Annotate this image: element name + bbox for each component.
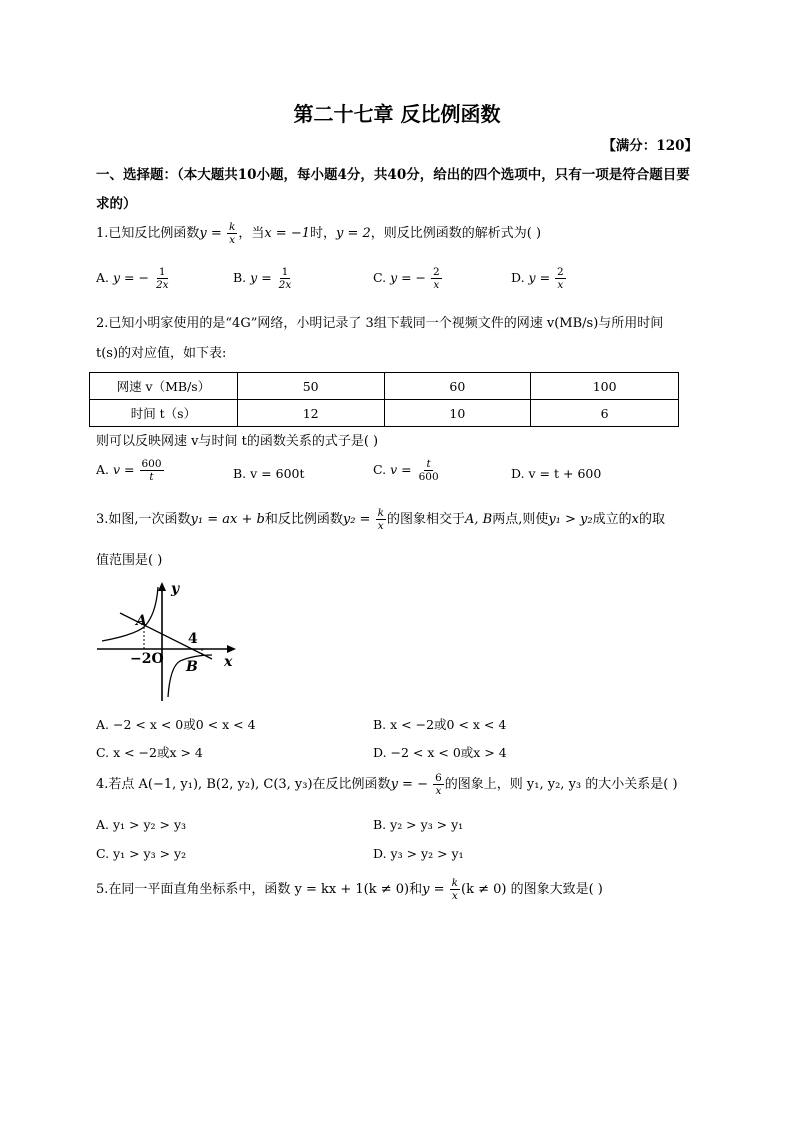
table-row [90, 400, 679, 427]
point-a-label: A [136, 613, 147, 629]
q4-option-c[interactable]: C. y₁ > y₃ > y₂ [96, 846, 187, 861]
x-axis-arrow-icon [227, 645, 236, 653]
question-3-graph [94, 577, 244, 705]
q1-option-a[interactable]: A. y = − $\frac{1}{2x}$ [96, 266, 169, 291]
table-header-speed: 网速 v（MB/s） [90, 373, 238, 400]
question-5: 5.在同一平面直角坐标系中，函数 y = kx + 1(k ≠ 0)和y = $\frac{k}{x}$ (k ≠ 0) 的图象大致是( ) [96, 877, 603, 902]
question-3-line-2: 值范围是( ) [96, 553, 163, 568]
table-cell: 100 [531, 373, 679, 400]
q4-option-d[interactable]: D. y₃ > y₂ > y₁ [373, 846, 464, 861]
y-axis-label: y [171, 581, 180, 597]
q3-option-c[interactable]: C. x < −2或x > 4 [96, 745, 203, 760]
q2-option-d[interactable]: D. v = t + 600 [511, 466, 602, 481]
q2-option-c[interactable]: C. v = $\frac{t}{600}$ [373, 458, 439, 483]
table-header-time: 时间 t（s） [90, 400, 238, 427]
table-cell: 60 [384, 373, 531, 400]
question-2-line-1: 2.已知小明家使用的是“4G”网络，小明记录了 3组下载同一个视频文件的网速 v(MB/s)与所用时间 [96, 316, 664, 331]
y-axis-arrow-icon [158, 582, 166, 591]
table-row [90, 373, 679, 400]
question-1: 1.已知反比例函数y = $\frac{k}{x}$ ，当x = −1时，y = 2，则反比例函数的解析式为( ) [96, 221, 542, 246]
table-cell: 12 [237, 400, 384, 427]
table-cell: 6 [531, 400, 679, 427]
q3-option-b[interactable]: B. x < −2或0 < x < 4 [373, 717, 507, 732]
section-heading: 一、选择题：（本大题共10小题，每小题4分，共40分，给出的四个选项中，只有一项是符合题目要求的） [96, 167, 690, 212]
fraction-k-over-x: $\frac{k}{x}$ [228, 221, 236, 246]
q4-option-b[interactable]: B. y₂ > y₃ > y₁ [373, 817, 464, 832]
q1-option-c[interactable]: C. y = − $\frac{2}{x}$ [373, 266, 440, 291]
tick-label-4: 4 [188, 631, 198, 647]
q1-option-d[interactable]: D. y = $\frac{2}{x}$ [511, 266, 564, 291]
q4-option-a[interactable]: A. y₁ > y₂ > y₃ [96, 817, 187, 832]
q2-option-b[interactable]: B. v = 600t [233, 466, 305, 481]
question-3-line-1: 3.如图,一次函数y₁ = ax + b和反比例函数y₂ = $\frac{k}{x}$ 的图象相交于A, B两点,则使y₁ > y₂成立的x的取 [96, 507, 665, 532]
q3-option-a[interactable]: A. −2 < x < 0或0 < x < 4 [96, 717, 256, 732]
tick-label-neg2-origin: −2O [130, 651, 164, 667]
question-4: 4.若点 A(−1, y₁), B(2, y₂), C(3, y₃)在反比例函数y = − $\frac{6}{x}$ 的图象上，则 y₁, y₂, y₃ 的大小关系是( ) [96, 772, 678, 797]
x-axis-label: x [224, 654, 233, 670]
question-2-line-2: t(s)的对应值，如下表: [96, 346, 227, 361]
q3-option-d[interactable]: D. −2 < x < 0或x > 4 [373, 745, 507, 760]
speed-time-table [89, 372, 679, 427]
q2-option-a[interactable]: A. v = $\frac{600}{t}$ [96, 458, 162, 483]
point-b-label: B [186, 659, 198, 675]
q1-option-b[interactable]: B. y = $\frac{1}{2x}$ [233, 266, 292, 291]
hyperbola-branch-left [102, 587, 158, 641]
table-cell: 10 [384, 400, 531, 427]
table-cell: 50 [237, 373, 384, 400]
full-score: 【满分：120】 [602, 138, 698, 154]
page-title: 第二十七章 反比例函数 [293, 102, 501, 126]
question-2-prompt: 则可以反映网速 v与时间 t的函数关系的式子是( ) [96, 434, 379, 449]
